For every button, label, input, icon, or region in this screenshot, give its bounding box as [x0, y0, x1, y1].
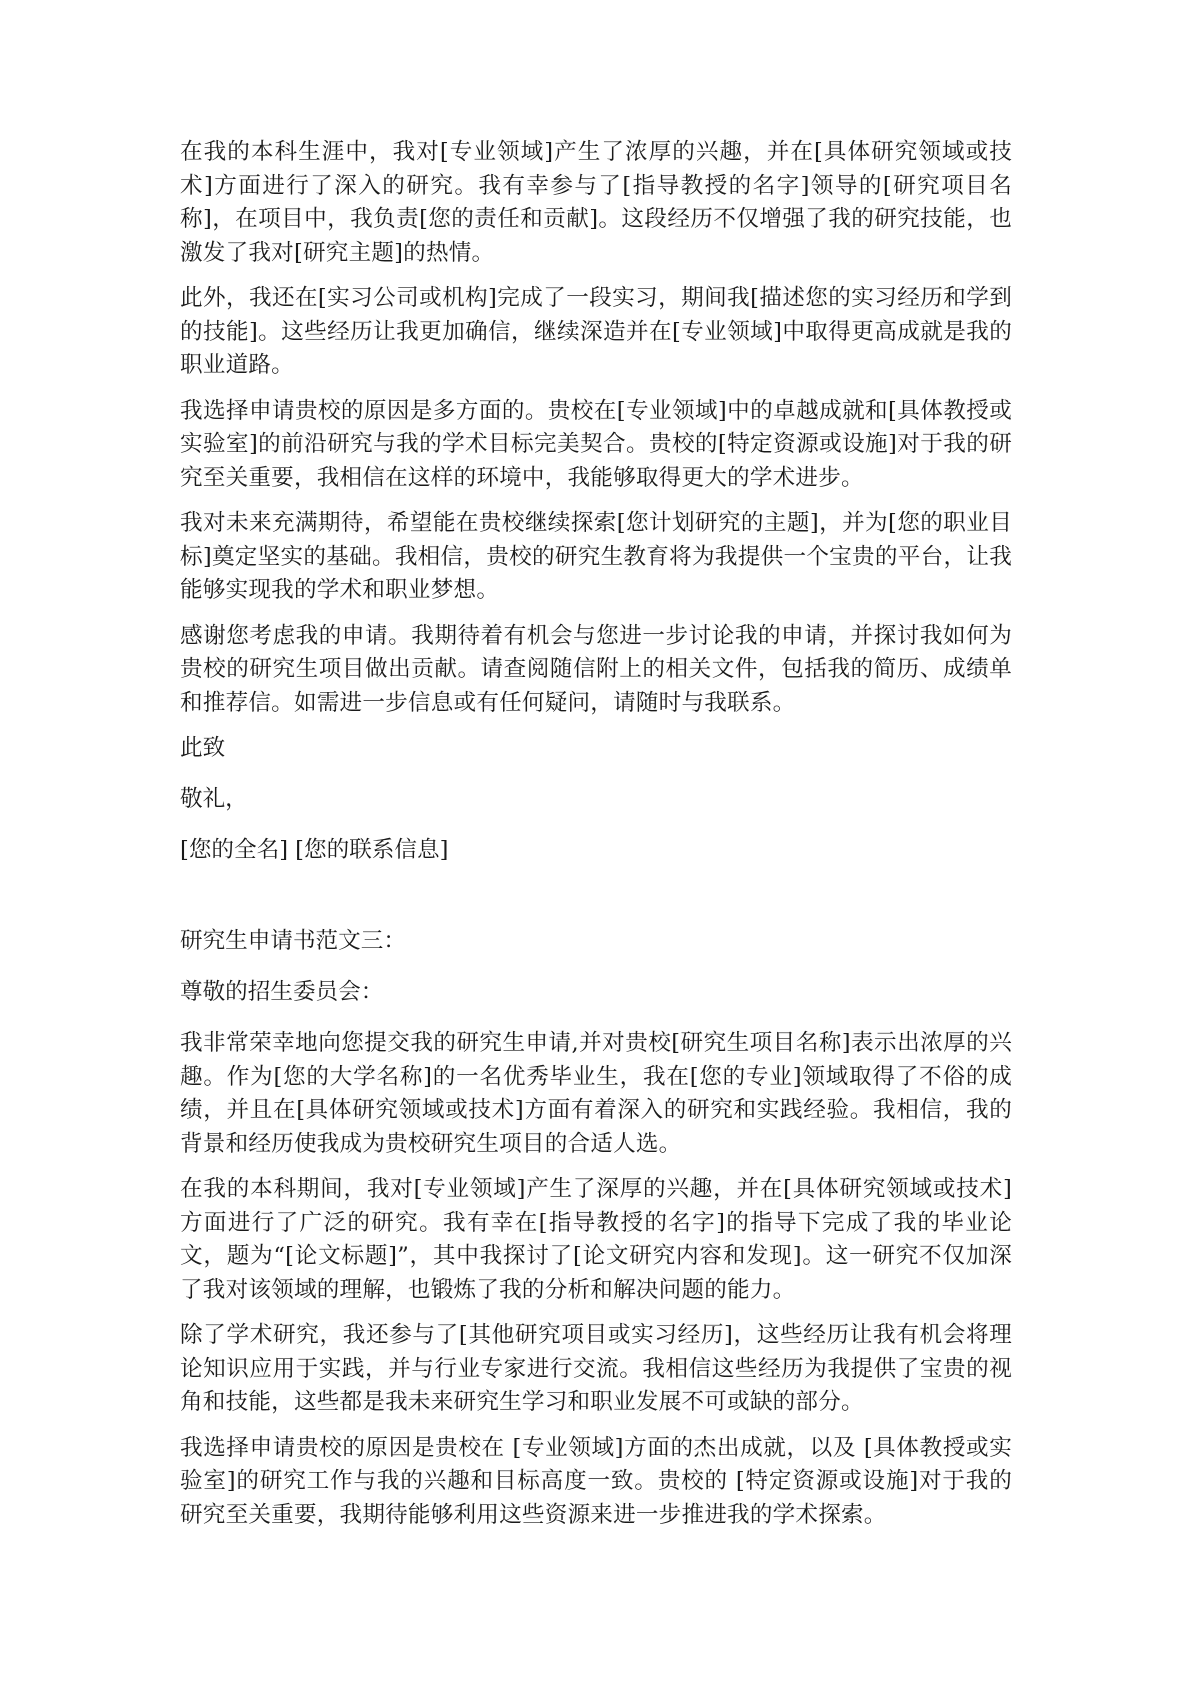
- section-heading: 研究生申请书范文三：: [180, 928, 406, 954]
- letter-three-paragraph-4: 我选择申请贵校的原因是贵校在 [专业领域]方面的杰出成就，以及 [具体教授或实验室]的研究工作与我的兴趣和目标高度一致。贵校的 [特定资源或设施]对于我的研究至关重要，我期待能够利用这些资源来进一步推进我的学术探索。: [180, 1434, 1012, 1528]
- letter-three-paragraph-3: 除了学术研究，我还参与了[其他研究项目或实习经历]，这些经历让我有机会将理论知识应用于实践，并与行业专家进行交流。我相信这些经历为我提供了宝贵的视角和技能，这些都是我未来研究生学习和职业发展不可或缺的部分。: [180, 1322, 1012, 1415]
- letter-two-paragraph-2: 此外，我还在[实习公司或机构]完成了一段实习，期间我[描述您的实习经历和学到的技能]。这些经历让我更加确信，继续深造并在[专业领域]中取得更高成就是我的职业道路。: [180, 285, 1012, 378]
- letter-two-paragraph-4: 我对未来充满期待，希望能在贵校继续探索[您计划研究的主题]，并为[您的职业目标]奠定坚实的基础。我相信，贵校的研究生教育将为我提供一个宝贵的平台，让我能够实现我的学术和职业梦想。: [180, 510, 1012, 603]
- letter-three-paragraph-1: 我非常荣幸地向您提交我的研究生申请,并对贵校[研究生项目名称]表示出浓厚的兴趣。作为[您的大学名称]的一名优秀毕业生，我在[您的专业]领域取得了不俗的成绩，并且在[具体研究领域或技术]方面有着深入的研究和实践经验。我相信，我的背景和经历使我成为贵校研究生项目的合适人选。: [180, 1030, 1012, 1157]
- letter-two-paragraph-1: 在我的本科生涯中，我对[专业领域]产生了浓厚的兴趣，并在[具体研究领域或技术]方面进行了深入的研究。我有幸参与了[指导教授的名字]领导的[研究项目名称]，在项目中，我负责[您的责任和贡献]。这段经历不仅增强了我的研究技能，也激发了我对[研究主题]的热情。: [180, 139, 1012, 266]
- salutation: 尊敬的招生委员会：: [180, 979, 384, 1005]
- letter-two-paragraph-5: 感谢您考虑我的申请。我期待着有机会与您进一步讨论我的申请，并探讨我如何为贵校的研究生项目做出贡献。请查阅随信附上的相关文件，包括我的简历、成绩单和推荐信。如需进一步信息或有任何疑问，请随时与我联系。: [180, 622, 1012, 716]
- closing-line-2: 敬礼，: [180, 786, 248, 812]
- letter-three-paragraph-2: 在我的本科期间，我对[专业领域]产生了深厚的兴趣，并在[具体研究领域或技术]方面进行了广泛的研究。我有幸在[指导教授的名字]的指导下完成了我的毕业论文，题为“[论文标题]”，其中我探讨了[论文研究内容和发现]。这一研究不仅加深了我对该领域的理解，也锻炼了我的分析和解决问题的能力。: [180, 1176, 1012, 1303]
- section-gap: [180, 885, 1012, 925]
- document-page: [180, 136, 1012, 1544]
- letter-two-paragraph-3: 我选择申请贵校的原因是多方面的。贵校在[专业领域]中的卓越成就和[具体教授或实验室]的前沿研究与我的学术目标完美契合。贵校的[特定资源或设施]对于我的研究至关重要，我相信在这样的环境中，我能够取得更大的学术进步。: [180, 397, 1012, 491]
- closing-line-1: 此致: [180, 735, 226, 761]
- signature-line: [您的全名] [您的联系信息]: [180, 837, 449, 863]
